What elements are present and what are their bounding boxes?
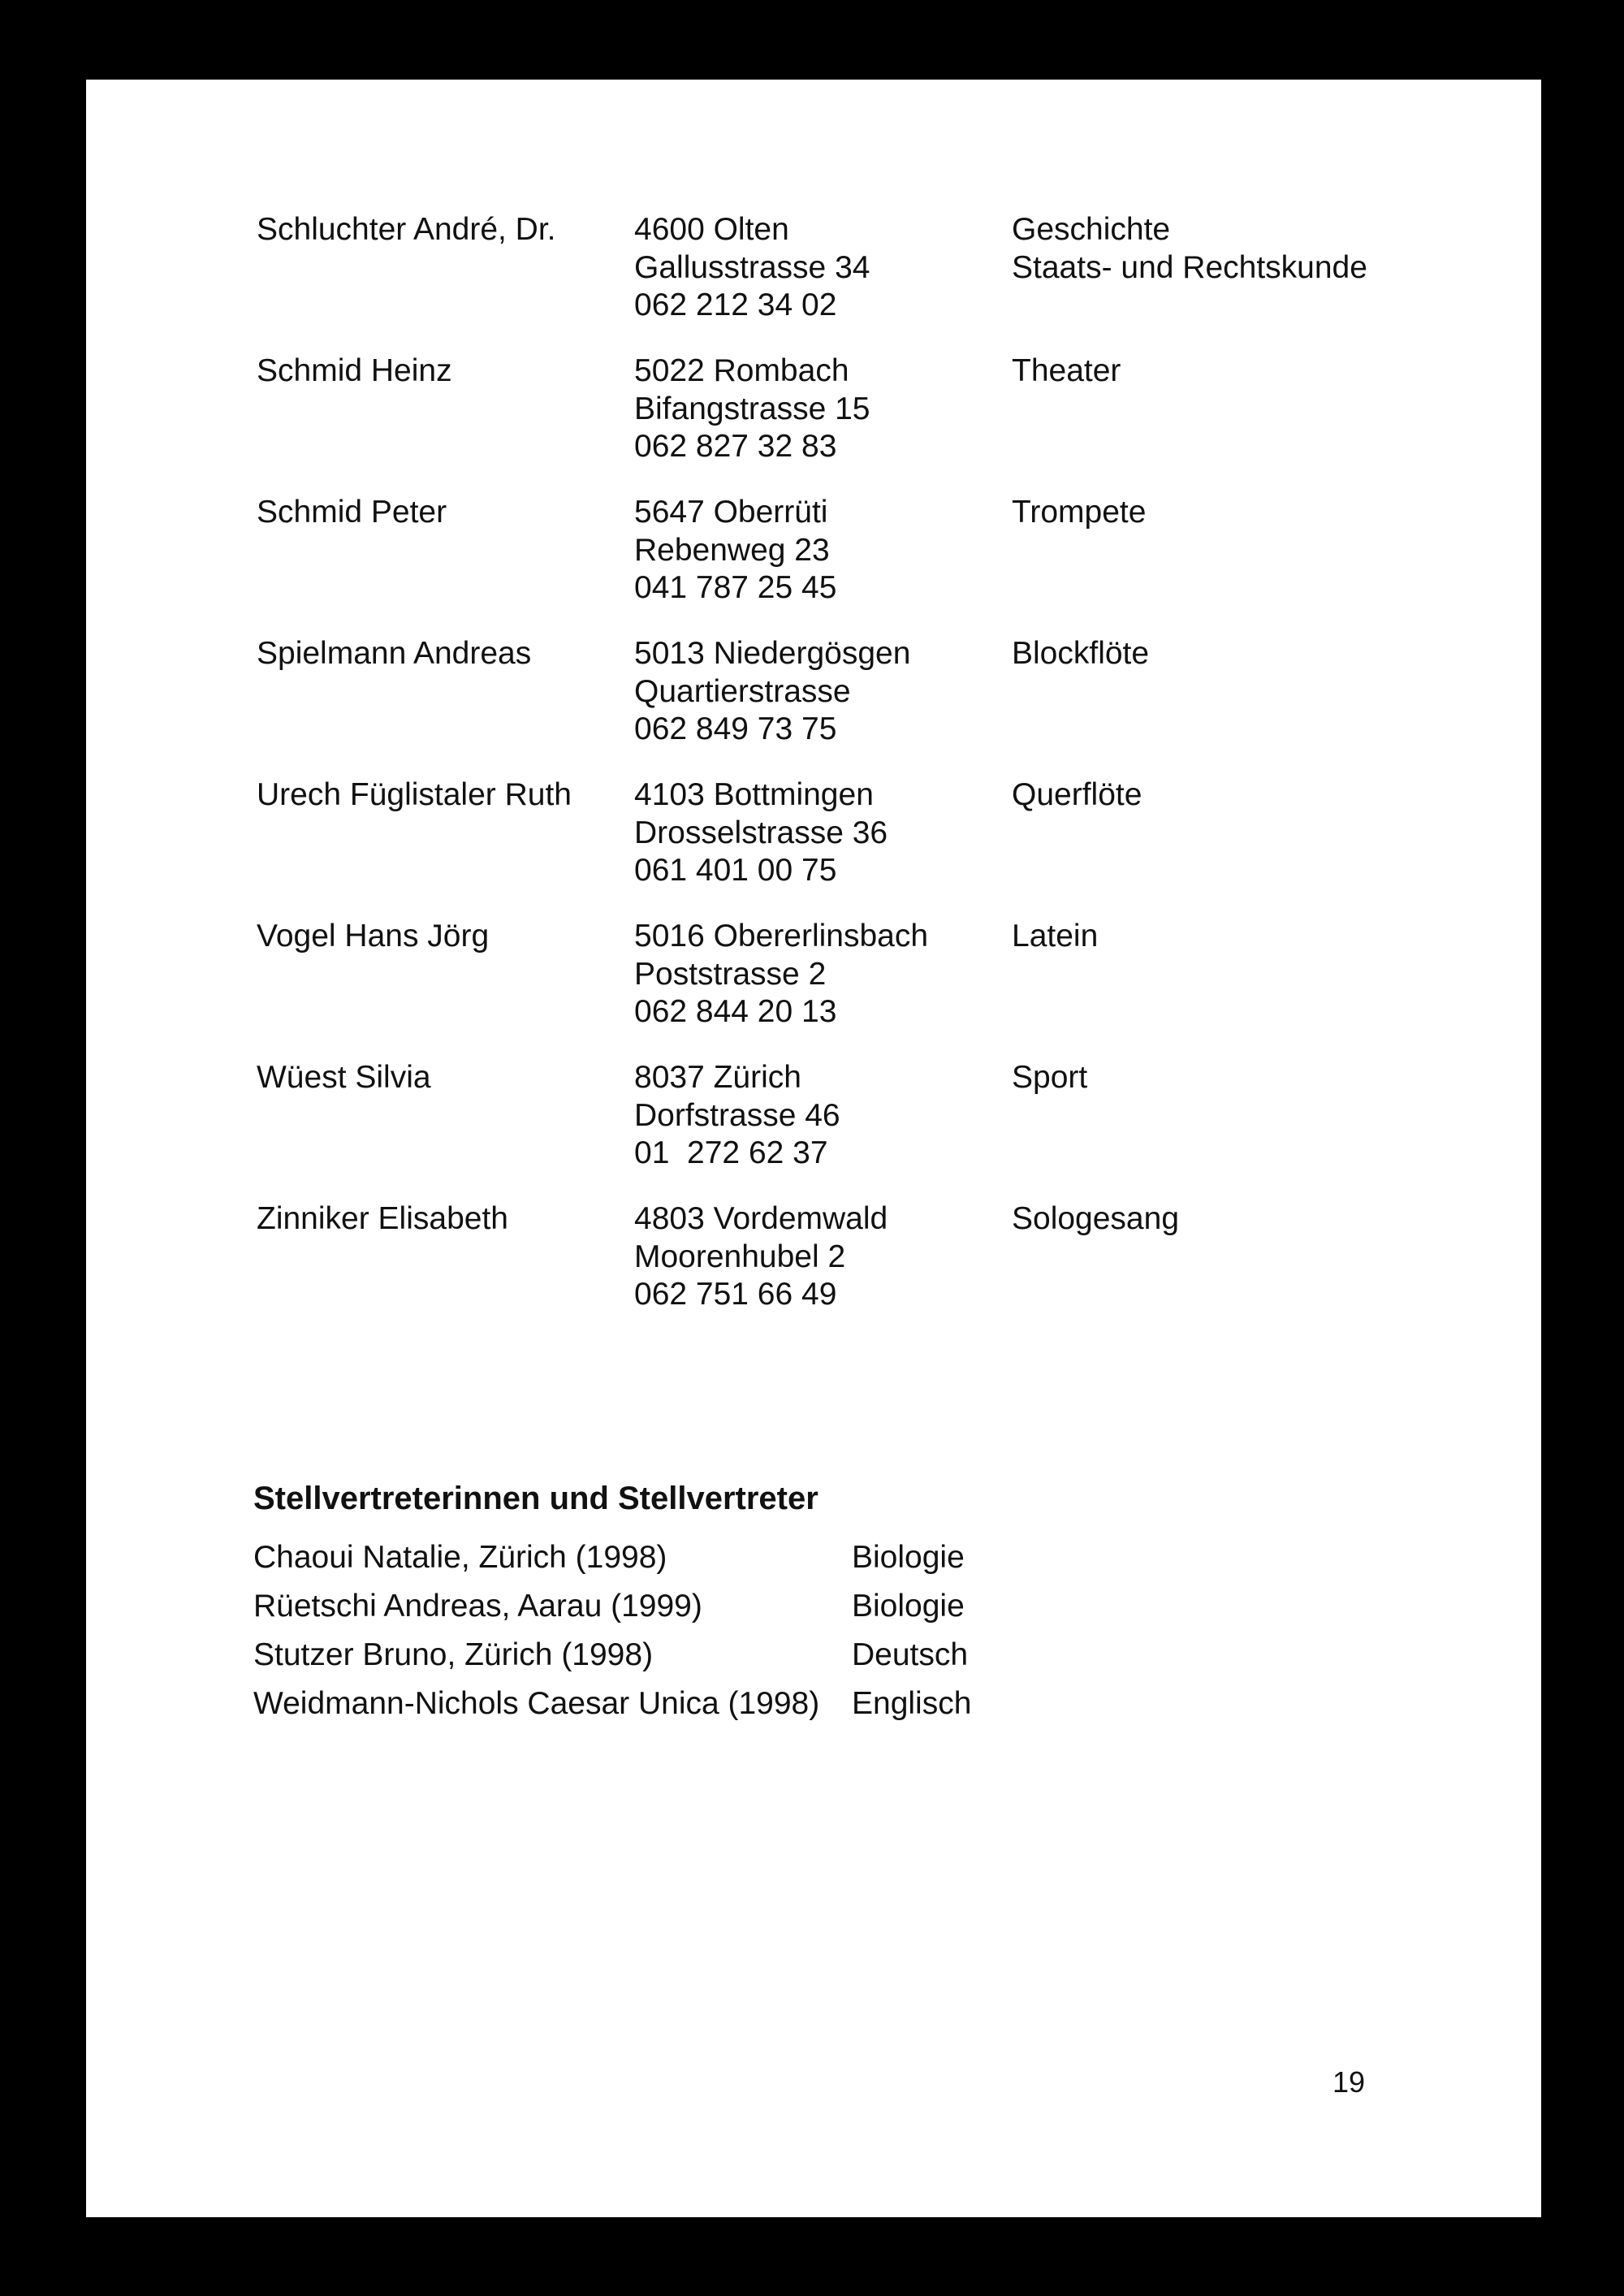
teacher-subjects <box>1012 1059 1434 1200</box>
address-phone: 062 827 32 83 <box>634 429 837 464</box>
teacher-name: Wüest Silvia <box>257 1060 431 1095</box>
teacher-name: Spielmann Andreas <box>257 636 532 671</box>
teacher-name: Vogel Hans Jörg <box>257 919 490 953</box>
subject: Sport <box>1012 1060 1088 1095</box>
teacher-address <box>634 1200 1012 1342</box>
teacher-subjects <box>1012 352 1434 494</box>
teacher-entry <box>257 352 1475 494</box>
address-street: Drosselstrasse 36 <box>634 815 888 850</box>
teacher-subjects <box>1012 776 1434 918</box>
substitute-row <box>253 1582 971 1631</box>
subject: Trompete <box>1012 495 1147 530</box>
teacher-subjects <box>1012 211 1434 352</box>
address-phone: 062 849 73 75 <box>634 711 837 746</box>
teacher-entry <box>257 635 1475 776</box>
substitute-subject: Biologie <box>852 1589 965 1624</box>
teacher-entry <box>257 494 1475 635</box>
substitutes-heading: Stellvertreterinnen und Stellvertreter <box>253 1481 818 1516</box>
substitute-subject: Biologie <box>852 1540 965 1575</box>
address-city: 5022 Rombach <box>634 353 849 388</box>
address-street: Poststrasse 2 <box>634 956 827 992</box>
address-street: Gallusstrasse 34 <box>634 249 870 285</box>
substitute-name: Stutzer Bruno, Zürich (1998) <box>253 1637 654 1672</box>
address-city: 5016 Obererlinsbach <box>634 919 929 953</box>
substitute-name: Chaoui Natalie, Zürich (1998) <box>253 1540 667 1575</box>
page-number: 19 <box>1332 2065 1366 2099</box>
teacher-address <box>634 776 1012 918</box>
subject: Geschichte <box>1012 212 1171 247</box>
teacher-entry <box>257 918 1475 1059</box>
teacher-subjects <box>1012 1200 1434 1342</box>
address-street: Rebenweg 23 <box>634 532 830 568</box>
teacher-entry <box>257 1059 1475 1200</box>
address-phone: 041 787 25 45 <box>634 570 837 605</box>
teacher-address <box>634 352 1012 494</box>
address-street: Dorfstrasse 46 <box>634 1097 840 1133</box>
subject: Querflöte <box>1012 777 1142 812</box>
address-phone: 062 751 66 49 <box>634 1277 837 1312</box>
teacher-subjects <box>1012 635 1434 776</box>
address-street: Moorenhubel 2 <box>634 1239 846 1274</box>
teacher-name: Schmid Heinz <box>257 353 452 388</box>
teacher-address <box>634 918 1012 1059</box>
address-street: Bifangstrasse 15 <box>634 391 870 426</box>
substitute-subject: Englisch <box>852 1686 972 1721</box>
substitute-row <box>253 1631 971 1680</box>
teacher-address <box>634 211 1012 352</box>
address-phone: 01 272 62 37 <box>634 1135 828 1170</box>
teacher-name: Urech Füglistaler Ruth <box>257 777 572 812</box>
substitute-row <box>253 1680 971 1728</box>
teacher-entry <box>257 211 1475 352</box>
teacher-address <box>634 1059 1012 1200</box>
teacher-name: Schluchter André, Dr. <box>257 212 556 247</box>
teacher-subjects <box>1012 918 1434 1059</box>
subject: Staats- und Rechtskunde <box>1012 249 1367 285</box>
address-phone: 061 401 00 75 <box>634 853 837 888</box>
address-phone: 062 844 20 13 <box>634 994 837 1029</box>
subject: Latein <box>1012 919 1099 953</box>
address-city: 5013 Niedergösgen <box>634 636 911 671</box>
subject: Theater <box>1012 353 1121 388</box>
teacher-entry <box>257 776 1475 918</box>
address-city: 4103 Bottmingen <box>634 777 874 812</box>
substitute-subject: Deutsch <box>852 1637 969 1672</box>
address-street: Quartierstrasse <box>634 673 851 709</box>
substitutes-list <box>253 1533 971 1728</box>
subject: Blockflöte <box>1012 636 1150 671</box>
teacher-entry <box>257 1200 1475 1342</box>
address-city: 4803 Vordemwald <box>634 1201 888 1236</box>
teacher-subjects <box>1012 494 1434 635</box>
teacher-list <box>257 211 1475 1342</box>
address-city: 8037 Zürich <box>634 1060 801 1095</box>
document-page <box>86 80 1541 2217</box>
teacher-name: Zinniker Elisabeth <box>257 1201 508 1236</box>
teacher-name: Schmid Peter <box>257 495 447 530</box>
substitute-name: Rüetschi Andreas, Aarau (1999) <box>253 1589 702 1624</box>
substitute-name: Weidmann-Nichols Caesar Unica (1998) <box>253 1686 820 1721</box>
subject: Sologesang <box>1012 1201 1180 1236</box>
address-city: 5647 Oberrüti <box>634 495 828 530</box>
address-city: 4600 Olten <box>634 212 789 247</box>
substitute-row <box>253 1533 971 1582</box>
teacher-address <box>634 494 1012 635</box>
address-phone: 062 212 34 02 <box>634 288 837 322</box>
teacher-address <box>634 635 1012 776</box>
